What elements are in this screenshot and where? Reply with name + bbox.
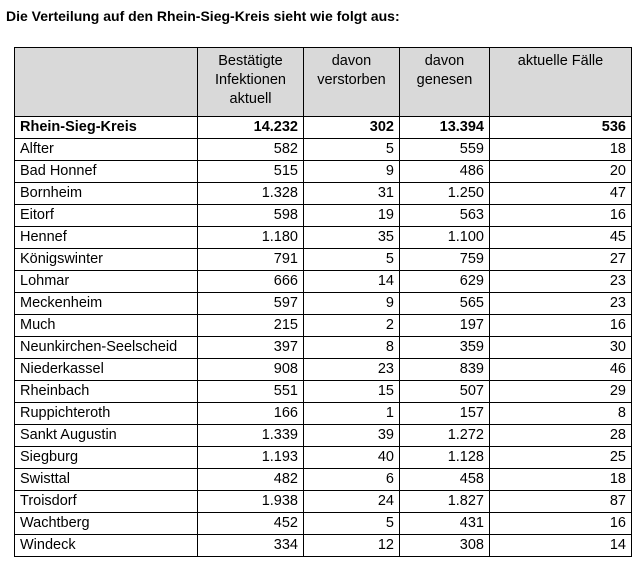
current-cases: 29: [490, 381, 632, 403]
total-confirmed: 14.232: [198, 117, 304, 139]
deceased-count: 23: [304, 359, 400, 381]
municipality-name: Hennef: [15, 227, 198, 249]
table-header-row: [15, 48, 632, 117]
confirmed-infections: 582: [198, 139, 304, 161]
table-row: [15, 183, 632, 205]
current-cases: 20: [490, 161, 632, 183]
confirmed-infections: 597: [198, 293, 304, 315]
recovered-count: 1.250: [400, 183, 490, 205]
deceased-count: 8: [304, 337, 400, 359]
recovered-count: 1.100: [400, 227, 490, 249]
total-recovered: 13.394: [400, 117, 490, 139]
total-current: 536: [490, 117, 632, 139]
municipality-name: Troisdorf: [15, 491, 198, 513]
table-row: [15, 513, 632, 535]
recovered-count: 507: [400, 381, 490, 403]
confirmed-infections: 482: [198, 469, 304, 491]
deceased-count: 6: [304, 469, 400, 491]
deceased-count: 39: [304, 425, 400, 447]
municipality-name: Alfter: [15, 139, 198, 161]
table-row: [15, 227, 632, 249]
deceased-count: 9: [304, 161, 400, 183]
current-cases: 16: [490, 513, 632, 535]
deceased-count: 5: [304, 139, 400, 161]
confirmed-infections: 1.193: [198, 447, 304, 469]
recovered-count: 563: [400, 205, 490, 227]
recovered-count: 197: [400, 315, 490, 337]
municipality-name: Swisttal: [15, 469, 198, 491]
header-municipality: [15, 48, 198, 117]
confirmed-infections: 1.180: [198, 227, 304, 249]
confirmed-infections: 1.339: [198, 425, 304, 447]
municipality-name: Neunkirchen-Seelscheid: [15, 337, 198, 359]
deceased-count: 24: [304, 491, 400, 513]
municipality-name: Windeck: [15, 535, 198, 557]
current-cases: 14: [490, 535, 632, 557]
current-cases: 8: [490, 403, 632, 425]
table-row: [15, 337, 632, 359]
confirmed-infections: 452: [198, 513, 304, 535]
confirmed-infections: 215: [198, 315, 304, 337]
recovered-count: 759: [400, 249, 490, 271]
table-row: [15, 205, 632, 227]
confirmed-infections: 1.328: [198, 183, 304, 205]
recovered-count: 486: [400, 161, 490, 183]
deceased-count: 14: [304, 271, 400, 293]
table-row: [15, 491, 632, 513]
table-row: [15, 161, 632, 183]
header-deceased: davon verstorben: [304, 48, 400, 117]
confirmed-infections: 515: [198, 161, 304, 183]
municipality-name: Sankt Augustin: [15, 425, 198, 447]
deceased-count: 15: [304, 381, 400, 403]
deceased-count: 5: [304, 513, 400, 535]
recovered-count: 1.827: [400, 491, 490, 513]
recovered-count: 157: [400, 403, 490, 425]
municipality-name: Siegburg: [15, 447, 198, 469]
municipality-name: Meckenheim: [15, 293, 198, 315]
header-confirmed-infections: Bestätigte Infektionen aktuell: [198, 48, 304, 117]
total-name: Rhein-Sieg-Kreis: [15, 117, 198, 139]
municipality-name: Eitorf: [15, 205, 198, 227]
current-cases: 23: [490, 293, 632, 315]
deceased-count: 40: [304, 447, 400, 469]
table-row: [15, 425, 632, 447]
confirmed-infections: 666: [198, 271, 304, 293]
deceased-count: 31: [304, 183, 400, 205]
recovered-count: 359: [400, 337, 490, 359]
recovered-count: 839: [400, 359, 490, 381]
recovered-count: 458: [400, 469, 490, 491]
current-cases: 87: [490, 491, 632, 513]
confirmed-infections: 908: [198, 359, 304, 381]
deceased-count: 9: [304, 293, 400, 315]
current-cases: 28: [490, 425, 632, 447]
municipality-name: Much: [15, 315, 198, 337]
municipality-name: Königswinter: [15, 249, 198, 271]
recovered-count: 629: [400, 271, 490, 293]
table-row: [15, 447, 632, 469]
table-row: [15, 359, 632, 381]
confirmed-infections: 791: [198, 249, 304, 271]
confirmed-infections: 166: [198, 403, 304, 425]
municipality-name: Bad Honnef: [15, 161, 198, 183]
table-row: [15, 403, 632, 425]
header-current-cases: aktuelle Fälle: [490, 48, 632, 117]
recovered-count: 565: [400, 293, 490, 315]
deceased-count: 5: [304, 249, 400, 271]
deceased-count: 1: [304, 403, 400, 425]
deceased-count: 19: [304, 205, 400, 227]
current-cases: 18: [490, 139, 632, 161]
page-heading: Die Verteilung auf den Rhein-Sieg-Kreis sieht wie folgt aus:: [6, 8, 400, 24]
municipality-name: Lohmar: [15, 271, 198, 293]
confirmed-infections: 1.938: [198, 491, 304, 513]
current-cases: 23: [490, 271, 632, 293]
confirmed-infections: 598: [198, 205, 304, 227]
deceased-count: 35: [304, 227, 400, 249]
current-cases: 18: [490, 469, 632, 491]
confirmed-infections: 551: [198, 381, 304, 403]
header-recovered: davon genesen: [400, 48, 490, 117]
infection-table: [14, 47, 632, 557]
recovered-count: 431: [400, 513, 490, 535]
current-cases: 46: [490, 359, 632, 381]
municipality-name: Niederkassel: [15, 359, 198, 381]
table-row: [15, 315, 632, 337]
total-deceased: 302: [304, 117, 400, 139]
recovered-count: 1.128: [400, 447, 490, 469]
table-row: [15, 535, 632, 557]
deceased-count: 12: [304, 535, 400, 557]
table-row: [15, 469, 632, 491]
current-cases: 16: [490, 205, 632, 227]
table-row: [15, 293, 632, 315]
current-cases: 16: [490, 315, 632, 337]
current-cases: 27: [490, 249, 632, 271]
municipality-name: Bornheim: [15, 183, 198, 205]
recovered-count: 1.272: [400, 425, 490, 447]
municipality-name: Wachtberg: [15, 513, 198, 535]
current-cases: 30: [490, 337, 632, 359]
table-row: [15, 139, 632, 161]
confirmed-infections: 397: [198, 337, 304, 359]
total-row: [15, 117, 632, 139]
table-row: [15, 271, 632, 293]
table-row: [15, 381, 632, 403]
recovered-count: 308: [400, 535, 490, 557]
confirmed-infections: 334: [198, 535, 304, 557]
municipality-name: Ruppichteroth: [15, 403, 198, 425]
municipality-name: Rheinbach: [15, 381, 198, 403]
recovered-count: 559: [400, 139, 490, 161]
current-cases: 45: [490, 227, 632, 249]
current-cases: 25: [490, 447, 632, 469]
current-cases: 47: [490, 183, 632, 205]
table-row: [15, 249, 632, 271]
deceased-count: 2: [304, 315, 400, 337]
